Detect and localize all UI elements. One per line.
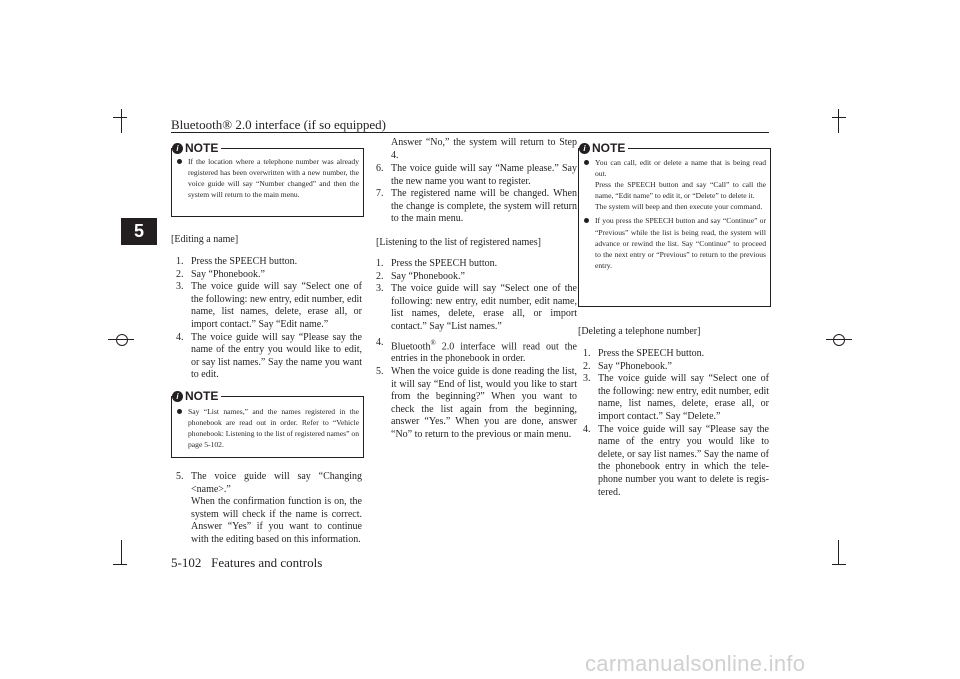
- step-item: 6. The voice guide will say “Name please.” Say the new name you want to register.: [376, 163, 577, 187]
- crop-mark: [838, 109, 839, 133]
- info-icon: i: [172, 391, 183, 402]
- note-header: [579, 141, 628, 155]
- step-item: 2. Say “Phonebook.”: [176, 268, 265, 280]
- note-box: [171, 389, 364, 458]
- section-heading: [Deleting a telephone number]: [578, 326, 701, 337]
- note-item: If you press the SPEECH button and say “Continue” or “Previous” while the list is being read, the system will advance or rewind the list. Say “Continue” to proceed to the next entry or “Previous” to return to the previous entry.: [579, 215, 766, 270]
- watermark: carmanualsonline.info: [585, 651, 806, 676]
- steps-list: [376, 163, 577, 226]
- steps-list: [376, 258, 577, 442]
- page-header-title: Bluetooth® 2.0 interface (if so equipped): [171, 117, 386, 132]
- header-rule: [171, 132, 769, 133]
- crop-mark: [832, 564, 846, 565]
- note-item: The system will beep and then execute your command.: [595, 202, 763, 212]
- note-header: [172, 389, 221, 403]
- step-item: 3. The voice guide will say “Select one of the following: new entry, edit number, edit name, list names, delete, erase all, or import contact.” Say “Delete.”: [583, 373, 769, 422]
- note-label: NOTE: [185, 389, 219, 403]
- note-list: [172, 406, 363, 450]
- note-item: You can call, edit or delete a name that is being read out.: [579, 157, 766, 179]
- step-item: 2. Say “Phonebook.”: [376, 270, 465, 282]
- note-box: [171, 141, 364, 217]
- note-item: Press the SPEECH button and say “Call” to call the name, “Edit name” to edit it, or “Delete” to delete it.: [595, 180, 766, 201]
- step-item: 3. The voice guide will say “Select one of the following: new entry, edit number, edit name, list names, delete, erase all, or import contact.” Say “Edit name.”: [176, 281, 362, 330]
- step-item: 5. When the voice guide is done reading the list, it will say “End of list, would you like to start from the beginning?” When you want to check the list again from the beginning, answer “Yes.” When you are done, answer “No” to return to the previous or main menu.: [376, 366, 577, 441]
- step-item: 4. Bluetooth® 2.0 interface will read out the entries in the phonebook in order.: [376, 336, 577, 365]
- footer-section: Features and controls: [211, 555, 323, 570]
- registration-mark-line: [108, 339, 134, 340]
- registration-mark-line: [826, 339, 852, 340]
- steps-list: [176, 471, 362, 547]
- note-item: If the location where a telephone number was already registered has been overwritten with a new number, the voice guide will say “Number changed” and then the system will return to the main menu.: [172, 156, 359, 200]
- note-box: [578, 141, 771, 307]
- step-item: 4. The voice guide will say “Please say the name of the entry you would like to edit, or say list names.” Say the name you want to edit.: [176, 331, 362, 381]
- continuation-text: Answer “No,” the system will return to Step 4.: [391, 137, 577, 161]
- section-heading: [Listening to the list of registered names]: [376, 237, 541, 248]
- steps-list: [583, 348, 769, 499]
- step-item: 5. The voice guide will say “Changing <name>.” When the confirmation function is on, the system will check if the name is correct. Answer “Yes” if you want to continue with the editing based on this information.: [176, 471, 362, 545]
- crop-mark: [121, 109, 122, 133]
- note-list: [172, 156, 363, 200]
- section-tab: 5: [121, 218, 157, 245]
- note-label: NOTE: [185, 141, 219, 155]
- registration-mark: [833, 334, 845, 346]
- note-label: NOTE: [592, 141, 626, 155]
- page-number: 5-102: [171, 555, 202, 570]
- crop-mark: [838, 540, 839, 564]
- crop-mark: [121, 540, 122, 564]
- note-item: Say “List names,” and the names registered in the phonebook are read out in order. Refer to “Vehicle phonebook: Listening to the list of registered names” on page 5-102.: [172, 406, 359, 450]
- note-list: [579, 157, 770, 271]
- crop-mark: [113, 564, 127, 565]
- step-item: 1. Press the SPEECH button.: [176, 256, 298, 267]
- step-item: 1. Press the SPEECH button.: [376, 258, 498, 269]
- step-item: 3. The voice guide will say “Select one of the following: new entry, edit number, edit name, list names, delete, erase all, or import contact.” Say “List names.”: [376, 283, 577, 332]
- step-item: 4. The voice guide will say “Please say the name of the entry you would like to delete, or say list names.” Say the name of the phonebook entry in which the tele-phone number you want to delete is regis-tered.: [583, 423, 769, 498]
- page-footer: [171, 555, 322, 571]
- steps-list: [176, 256, 362, 382]
- crop-mark: [832, 117, 846, 118]
- section-heading: [Editing a name]: [171, 234, 239, 245]
- info-icon: i: [579, 143, 590, 154]
- step-item: 7. The registered name will be changed. When the change is complete, the system will return to the main menu.: [376, 188, 577, 225]
- info-icon: i: [172, 143, 183, 154]
- step-item: 1. Press the SPEECH button.: [583, 348, 705, 359]
- crop-mark: [113, 117, 127, 118]
- note-header: [172, 141, 221, 155]
- step-item: 2. Say “Phonebook.”: [583, 360, 672, 372]
- registration-mark: [116, 334, 128, 346]
